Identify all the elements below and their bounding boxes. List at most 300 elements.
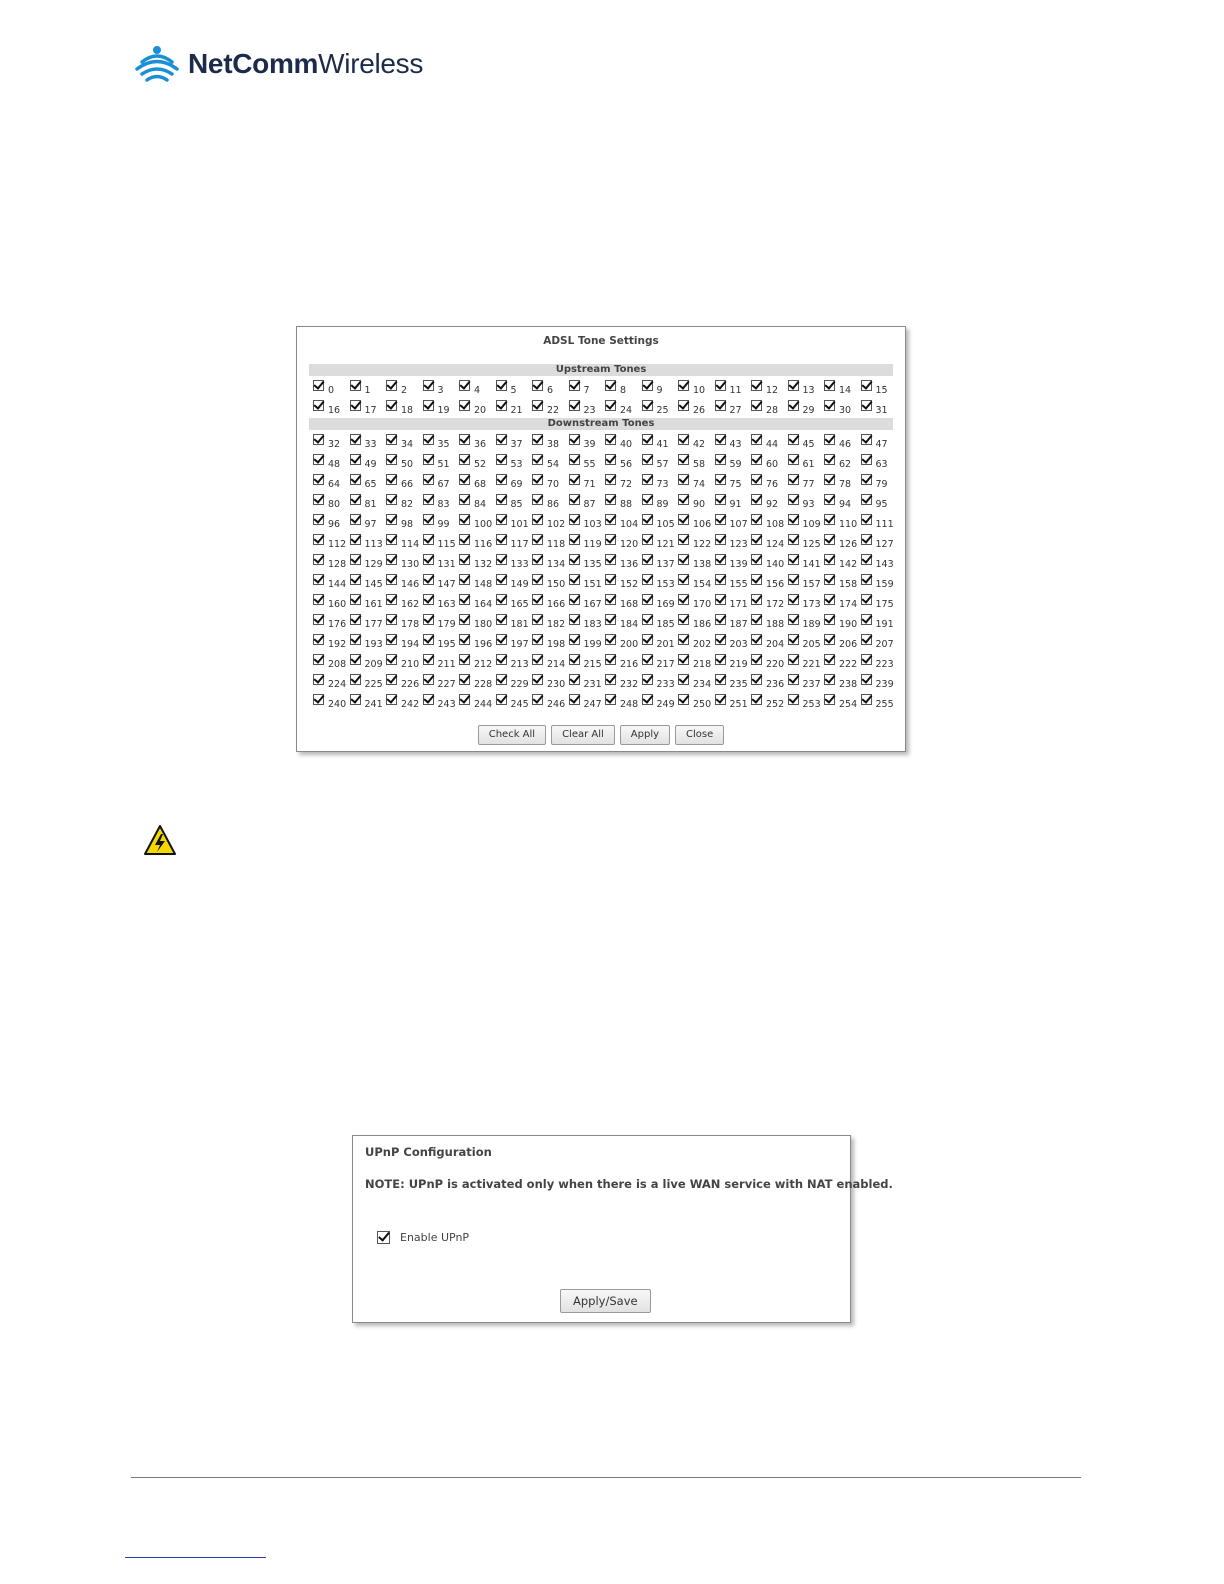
tone-checkbox[interactable] [532,494,543,505]
tone-checkbox[interactable] [569,694,580,705]
tone-checkbox[interactable] [459,694,470,705]
tone-checkbox[interactable] [386,654,397,665]
tone-checkbox[interactable] [861,694,872,705]
tone-checkbox[interactable] [350,554,361,565]
tone-checkbox[interactable] [642,494,653,505]
tone-checkbox[interactable] [715,574,726,585]
tone-checkbox[interactable] [861,400,872,411]
tone-checkbox[interactable] [751,400,762,411]
tone-checkbox[interactable] [423,674,434,685]
tone-checkbox[interactable] [386,534,397,545]
tone-checkbox[interactable] [459,474,470,485]
tone-checkbox[interactable] [350,574,361,585]
tone-checkbox[interactable] [313,614,324,625]
tone-checkbox[interactable] [605,594,616,605]
tone-checkbox[interactable] [496,674,507,685]
tone-checkbox[interactable] [642,634,653,645]
tone-checkbox[interactable] [715,494,726,505]
tone-checkbox[interactable] [423,400,434,411]
tone-cell [824,651,861,671]
tone-cell [350,531,387,551]
tone-checkbox[interactable] [824,594,835,605]
tone-checkbox[interactable] [532,694,543,705]
tone-checkbox[interactable] [715,674,726,685]
tone-number: 21 [510,405,523,416]
tone-checkbox[interactable] [496,454,507,465]
tone-checkbox[interactable] [423,380,434,391]
tone-checkbox[interactable] [605,434,616,445]
tone-checkbox[interactable] [788,554,799,565]
tone-checkbox[interactable] [569,454,580,465]
tone-checkbox[interactable] [605,634,616,645]
tone-checkbox[interactable] [313,514,324,525]
tone-checkbox[interactable] [788,534,799,545]
tone-checkbox[interactable] [605,614,616,625]
tone-checkbox[interactable] [678,654,689,665]
tone-checkbox[interactable] [678,694,689,705]
tone-checkbox[interactable] [350,380,361,391]
tone-checkbox[interactable] [678,454,689,465]
tone-checkbox[interactable] [824,534,835,545]
tone-checkbox[interactable] [313,654,324,665]
tone-checkbox[interactable] [861,634,872,645]
tone-checkbox[interactable] [496,594,507,605]
tone-checkbox[interactable] [642,594,653,605]
tone-checkbox[interactable] [569,574,580,585]
tone-checkbox[interactable] [642,654,653,665]
tone-checkbox[interactable] [569,634,580,645]
tone-checkbox[interactable] [715,474,726,485]
tone-checkbox[interactable] [496,514,507,525]
tone-checkbox[interactable] [313,554,324,565]
tone-checkbox[interactable] [861,534,872,545]
tone-checkbox[interactable] [459,494,470,505]
tone-checkbox[interactable] [350,494,361,505]
tone-checkbox[interactable] [751,554,762,565]
tone-checkbox[interactable] [824,454,835,465]
tone-checkbox[interactable] [459,434,470,445]
tone-checkbox[interactable] [824,614,835,625]
tone-checkbox[interactable] [532,554,543,565]
tone-checkbox[interactable] [861,474,872,485]
tone-checkbox[interactable] [423,614,434,625]
tone-number: 88 [620,499,633,510]
tone-checkbox[interactable] [423,434,434,445]
tone-cell [386,397,423,417]
tone-checkbox[interactable] [861,574,872,585]
tone-checkbox[interactable] [350,474,361,485]
tone-checkbox[interactable] [788,574,799,585]
tone-checkbox[interactable] [569,554,580,565]
tone-checkbox[interactable] [386,434,397,445]
tone-checkbox[interactable] [532,574,543,585]
tone-checkbox[interactable] [459,634,470,645]
tone-checkbox[interactable] [751,494,762,505]
tone-checkbox[interactable] [423,574,434,585]
tone-checkbox[interactable] [751,614,762,625]
tone-checkbox[interactable] [861,454,872,465]
tone-checkbox[interactable] [459,594,470,605]
tone-checkbox[interactable] [569,380,580,391]
tone-number: 230 [547,679,566,690]
tone-checkbox[interactable] [313,380,324,391]
tone-checkbox[interactable] [423,534,434,545]
tone-cell [313,591,350,611]
tone-number: 75 [729,479,742,490]
tone-checkbox[interactable] [751,574,762,585]
tone-checkbox[interactable] [824,634,835,645]
tone-checkbox[interactable] [496,434,507,445]
tone-checkbox[interactable] [605,574,616,585]
tone-number: 45 [802,439,815,450]
tone-checkbox[interactable] [459,614,470,625]
tone-number: 130 [401,559,420,570]
tone-checkbox[interactable] [715,400,726,411]
tone-checkbox[interactable] [386,454,397,465]
tone-checkbox[interactable] [569,534,580,545]
tone-checkbox[interactable] [459,574,470,585]
tone-checkbox[interactable] [313,594,324,605]
tone-checkbox[interactable] [569,594,580,605]
tone-checkbox[interactable] [386,694,397,705]
tone-number: 125 [802,539,821,550]
tone-checkbox[interactable] [496,694,507,705]
tone-number: 116 [474,539,493,550]
tone-checkbox[interactable] [788,614,799,625]
tone-checkbox[interactable] [678,554,689,565]
tone-checkbox[interactable] [605,554,616,565]
tone-checkbox[interactable] [642,614,653,625]
tone-checkbox[interactable] [642,454,653,465]
tone-checkbox[interactable] [386,514,397,525]
tone-cell [496,651,533,671]
tone-checkbox[interactable] [350,594,361,605]
tone-checkbox[interactable] [715,594,726,605]
tone-checkbox[interactable] [642,400,653,411]
tone-checkbox[interactable] [532,534,543,545]
tone-number: 160 [328,599,347,610]
tone-checkbox[interactable] [569,400,580,411]
tone-number: 94 [839,499,852,510]
tone-checkbox[interactable] [605,514,616,525]
tone-checkbox[interactable] [423,494,434,505]
tone-checkbox[interactable] [678,594,689,605]
tone-checkbox[interactable] [824,674,835,685]
tone-checkbox[interactable] [459,654,470,665]
tone-checkbox[interactable] [788,674,799,685]
upstream-tone-row [313,377,897,397]
tone-checkbox[interactable] [788,594,799,605]
tone-checkbox[interactable] [532,654,543,665]
tone-checkbox[interactable] [751,634,762,645]
tone-cell [678,591,715,611]
tone-checkbox[interactable] [715,380,726,391]
tone-checkbox[interactable] [751,380,762,391]
tone-checkbox[interactable] [715,694,726,705]
tone-checkbox[interactable] [459,554,470,565]
tone-checkbox[interactable] [861,674,872,685]
tone-checkbox[interactable] [678,380,689,391]
tone-number: 156 [766,579,785,590]
tone-checkbox[interactable] [386,400,397,411]
tone-cell [715,491,752,511]
tone-checkbox[interactable] [715,514,726,525]
tone-checkbox[interactable] [715,534,726,545]
tone-checkbox[interactable] [313,694,324,705]
tone-checkbox[interactable] [532,474,543,485]
tone-checkbox[interactable] [861,554,872,565]
tone-checkbox[interactable] [824,694,835,705]
tone-checkbox[interactable] [824,400,835,411]
tone-checkbox[interactable] [386,380,397,391]
tone-checkbox[interactable] [459,514,470,525]
tone-checkbox[interactable] [423,694,434,705]
tone-checkbox[interactable] [313,574,324,585]
tone-checkbox[interactable] [423,514,434,525]
tone-number: 187 [729,619,748,630]
tone-checkbox[interactable] [386,554,397,565]
tone-checkbox[interactable] [313,534,324,545]
tone-checkbox[interactable] [496,534,507,545]
tone-number: 137 [656,559,675,570]
tone-checkbox[interactable] [313,494,324,505]
tone-checkbox[interactable] [678,494,689,505]
tone-checkbox[interactable] [824,574,835,585]
tone-checkbox[interactable] [824,654,835,665]
tone-checkbox[interactable] [459,380,470,391]
tone-checkbox[interactable] [751,534,762,545]
tone-checkbox[interactable] [350,454,361,465]
apply-button[interactable]: Apply [620,725,670,745]
tone-checkbox[interactable] [788,380,799,391]
tone-cell [861,431,898,451]
tone-checkbox[interactable] [861,594,872,605]
tone-checkbox[interactable] [532,634,543,645]
tone-checkbox[interactable] [350,614,361,625]
tone-checkbox[interactable] [459,674,470,685]
tone-checkbox[interactable] [569,654,580,665]
tone-checkbox[interactable] [824,554,835,565]
tone-checkbox[interactable] [788,654,799,665]
tone-checkbox[interactable] [496,494,507,505]
clear-all-button[interactable]: Clear All [551,725,615,745]
tone-checkbox[interactable] [386,614,397,625]
tone-checkbox[interactable] [423,454,434,465]
tone-checkbox[interactable] [788,434,799,445]
tone-cell [423,531,460,551]
tone-checkbox[interactable] [678,674,689,685]
tone-checkbox[interactable] [678,434,689,445]
tone-number: 233 [656,679,675,690]
tone-checkbox[interactable] [569,674,580,685]
tone-checkbox[interactable] [459,454,470,465]
tone-checkbox[interactable] [642,574,653,585]
tone-checkbox[interactable] [751,594,762,605]
tone-checkbox[interactable] [861,380,872,391]
tone-checkbox[interactable] [678,574,689,585]
tone-number: 175 [875,599,894,610]
tone-checkbox[interactable] [496,554,507,565]
tone-checkbox[interactable] [678,634,689,645]
tone-checkbox[interactable] [313,634,324,645]
tone-number: 237 [802,679,821,690]
tone-checkbox[interactable] [751,674,762,685]
tone-checkbox[interactable] [715,614,726,625]
tone-checkbox[interactable] [751,454,762,465]
tone-checkbox[interactable] [605,674,616,685]
tone-checkbox[interactable] [496,474,507,485]
tone-checkbox[interactable] [386,494,397,505]
tone-checkbox[interactable] [788,400,799,411]
tone-checkbox[interactable] [313,434,324,445]
tone-checkbox[interactable] [386,634,397,645]
tone-checkbox[interactable] [569,514,580,525]
tone-checkbox[interactable] [386,474,397,485]
tone-checkbox[interactable] [642,434,653,445]
tone-checkbox[interactable] [642,380,653,391]
tone-checkbox[interactable] [605,380,616,391]
tone-checkbox[interactable] [569,474,580,485]
tone-checkbox[interactable] [824,514,835,525]
tone-checkbox[interactable] [423,594,434,605]
tone-checkbox[interactable] [788,514,799,525]
enable-upnp-checkbox[interactable] [377,1231,390,1244]
tone-checkbox[interactable] [861,514,872,525]
tone-checkbox[interactable] [496,400,507,411]
tone-checkbox[interactable] [496,654,507,665]
tone-checkbox[interactable] [824,434,835,445]
tone-checkbox[interactable] [459,534,470,545]
tone-checkbox[interactable] [642,474,653,485]
tone-checkbox[interactable] [532,434,543,445]
tone-checkbox[interactable] [423,474,434,485]
tone-cell [861,571,898,591]
tone-checkbox[interactable] [605,400,616,411]
tone-checkbox[interactable] [496,380,507,391]
tone-checkbox[interactable] [605,534,616,545]
tone-checkbox[interactable] [678,400,689,411]
tone-checkbox[interactable] [350,674,361,685]
tone-checkbox[interactable] [496,574,507,585]
tone-checkbox[interactable] [569,434,580,445]
tone-checkbox[interactable] [386,574,397,585]
tone-checkbox[interactable] [350,400,361,411]
tone-checkbox[interactable] [569,614,580,625]
tone-checkbox[interactable] [423,554,434,565]
tone-number: 78 [839,479,852,490]
tone-number: 0 [328,385,335,396]
tone-checkbox[interactable] [350,514,361,525]
tone-checkbox[interactable] [532,514,543,525]
tone-checkbox[interactable] [678,534,689,545]
tone-checkbox[interactable] [715,454,726,465]
tone-checkbox[interactable] [642,534,653,545]
tone-checkbox[interactable] [532,400,543,411]
tone-checkbox[interactable] [861,434,872,445]
tone-checkbox[interactable] [423,634,434,645]
tone-checkbox[interactable] [569,494,580,505]
tone-checkbox[interactable] [423,654,434,665]
tone-checkbox[interactable] [678,474,689,485]
tone-checkbox[interactable] [605,454,616,465]
tone-checkbox[interactable] [350,694,361,705]
tone-checkbox[interactable] [532,614,543,625]
close-button[interactable]: Close [675,725,724,745]
tone-checkbox[interactable] [605,474,616,485]
tone-checkbox[interactable] [386,674,397,685]
tone-checkbox[interactable] [642,514,653,525]
tone-checkbox[interactable] [861,494,872,505]
tone-cell [350,571,387,591]
tone-checkbox[interactable] [459,400,470,411]
tone-checkbox[interactable] [824,380,835,391]
tone-checkbox[interactable] [715,654,726,665]
tone-checkbox[interactable] [313,400,324,411]
tone-checkbox[interactable] [788,494,799,505]
tone-checkbox[interactable] [788,634,799,645]
tone-checkbox[interactable] [861,654,872,665]
tone-cell [386,451,423,471]
tone-number: 248 [620,699,639,710]
tone-checkbox[interactable] [313,674,324,685]
tone-checkbox[interactable] [605,494,616,505]
tone-checkbox[interactable] [350,434,361,445]
tone-checkbox[interactable] [788,474,799,485]
tone-checkbox[interactable] [788,454,799,465]
tone-checkbox[interactable] [642,554,653,565]
tone-checkbox[interactable] [788,694,799,705]
tone-number: 219 [729,659,748,670]
tone-cell [496,531,533,551]
tone-checkbox[interactable] [386,594,397,605]
tone-checkbox[interactable] [715,434,726,445]
tone-checkbox[interactable] [751,514,762,525]
apply-save-button[interactable]: Apply/Save [560,1289,651,1313]
tone-cell [569,397,606,417]
tone-checkbox[interactable] [605,694,616,705]
tone-checkbox[interactable] [532,454,543,465]
tone-checkbox[interactable] [824,474,835,485]
tone-checkbox[interactable] [350,634,361,645]
tone-cell [605,491,642,511]
tone-checkbox[interactable] [532,380,543,391]
tone-checkbox[interactable] [496,614,507,625]
tone-checkbox[interactable] [313,454,324,465]
tone-checkbox[interactable] [605,654,616,665]
tone-checkbox[interactable] [496,634,507,645]
tone-checkbox[interactable] [715,634,726,645]
tone-checkbox[interactable] [751,474,762,485]
tone-checkbox[interactable] [350,534,361,545]
tone-checkbox[interactable] [678,614,689,625]
tone-checkbox[interactable] [751,434,762,445]
tone-checkbox[interactable] [642,674,653,685]
tone-checkbox[interactable] [350,654,361,665]
tone-checkbox[interactable] [678,514,689,525]
tone-checkbox[interactable] [824,494,835,505]
tone-checkbox[interactable] [751,654,762,665]
check-all-button[interactable]: Check All [478,725,546,745]
tone-checkbox[interactable] [861,614,872,625]
tone-cell [788,691,825,711]
tone-checkbox[interactable] [751,694,762,705]
tone-checkbox[interactable] [532,674,543,685]
tone-number: 67 [437,479,450,490]
tone-checkbox[interactable] [642,694,653,705]
tone-checkbox[interactable] [313,474,324,485]
tone-checkbox[interactable] [715,554,726,565]
tone-checkbox[interactable] [532,594,543,605]
